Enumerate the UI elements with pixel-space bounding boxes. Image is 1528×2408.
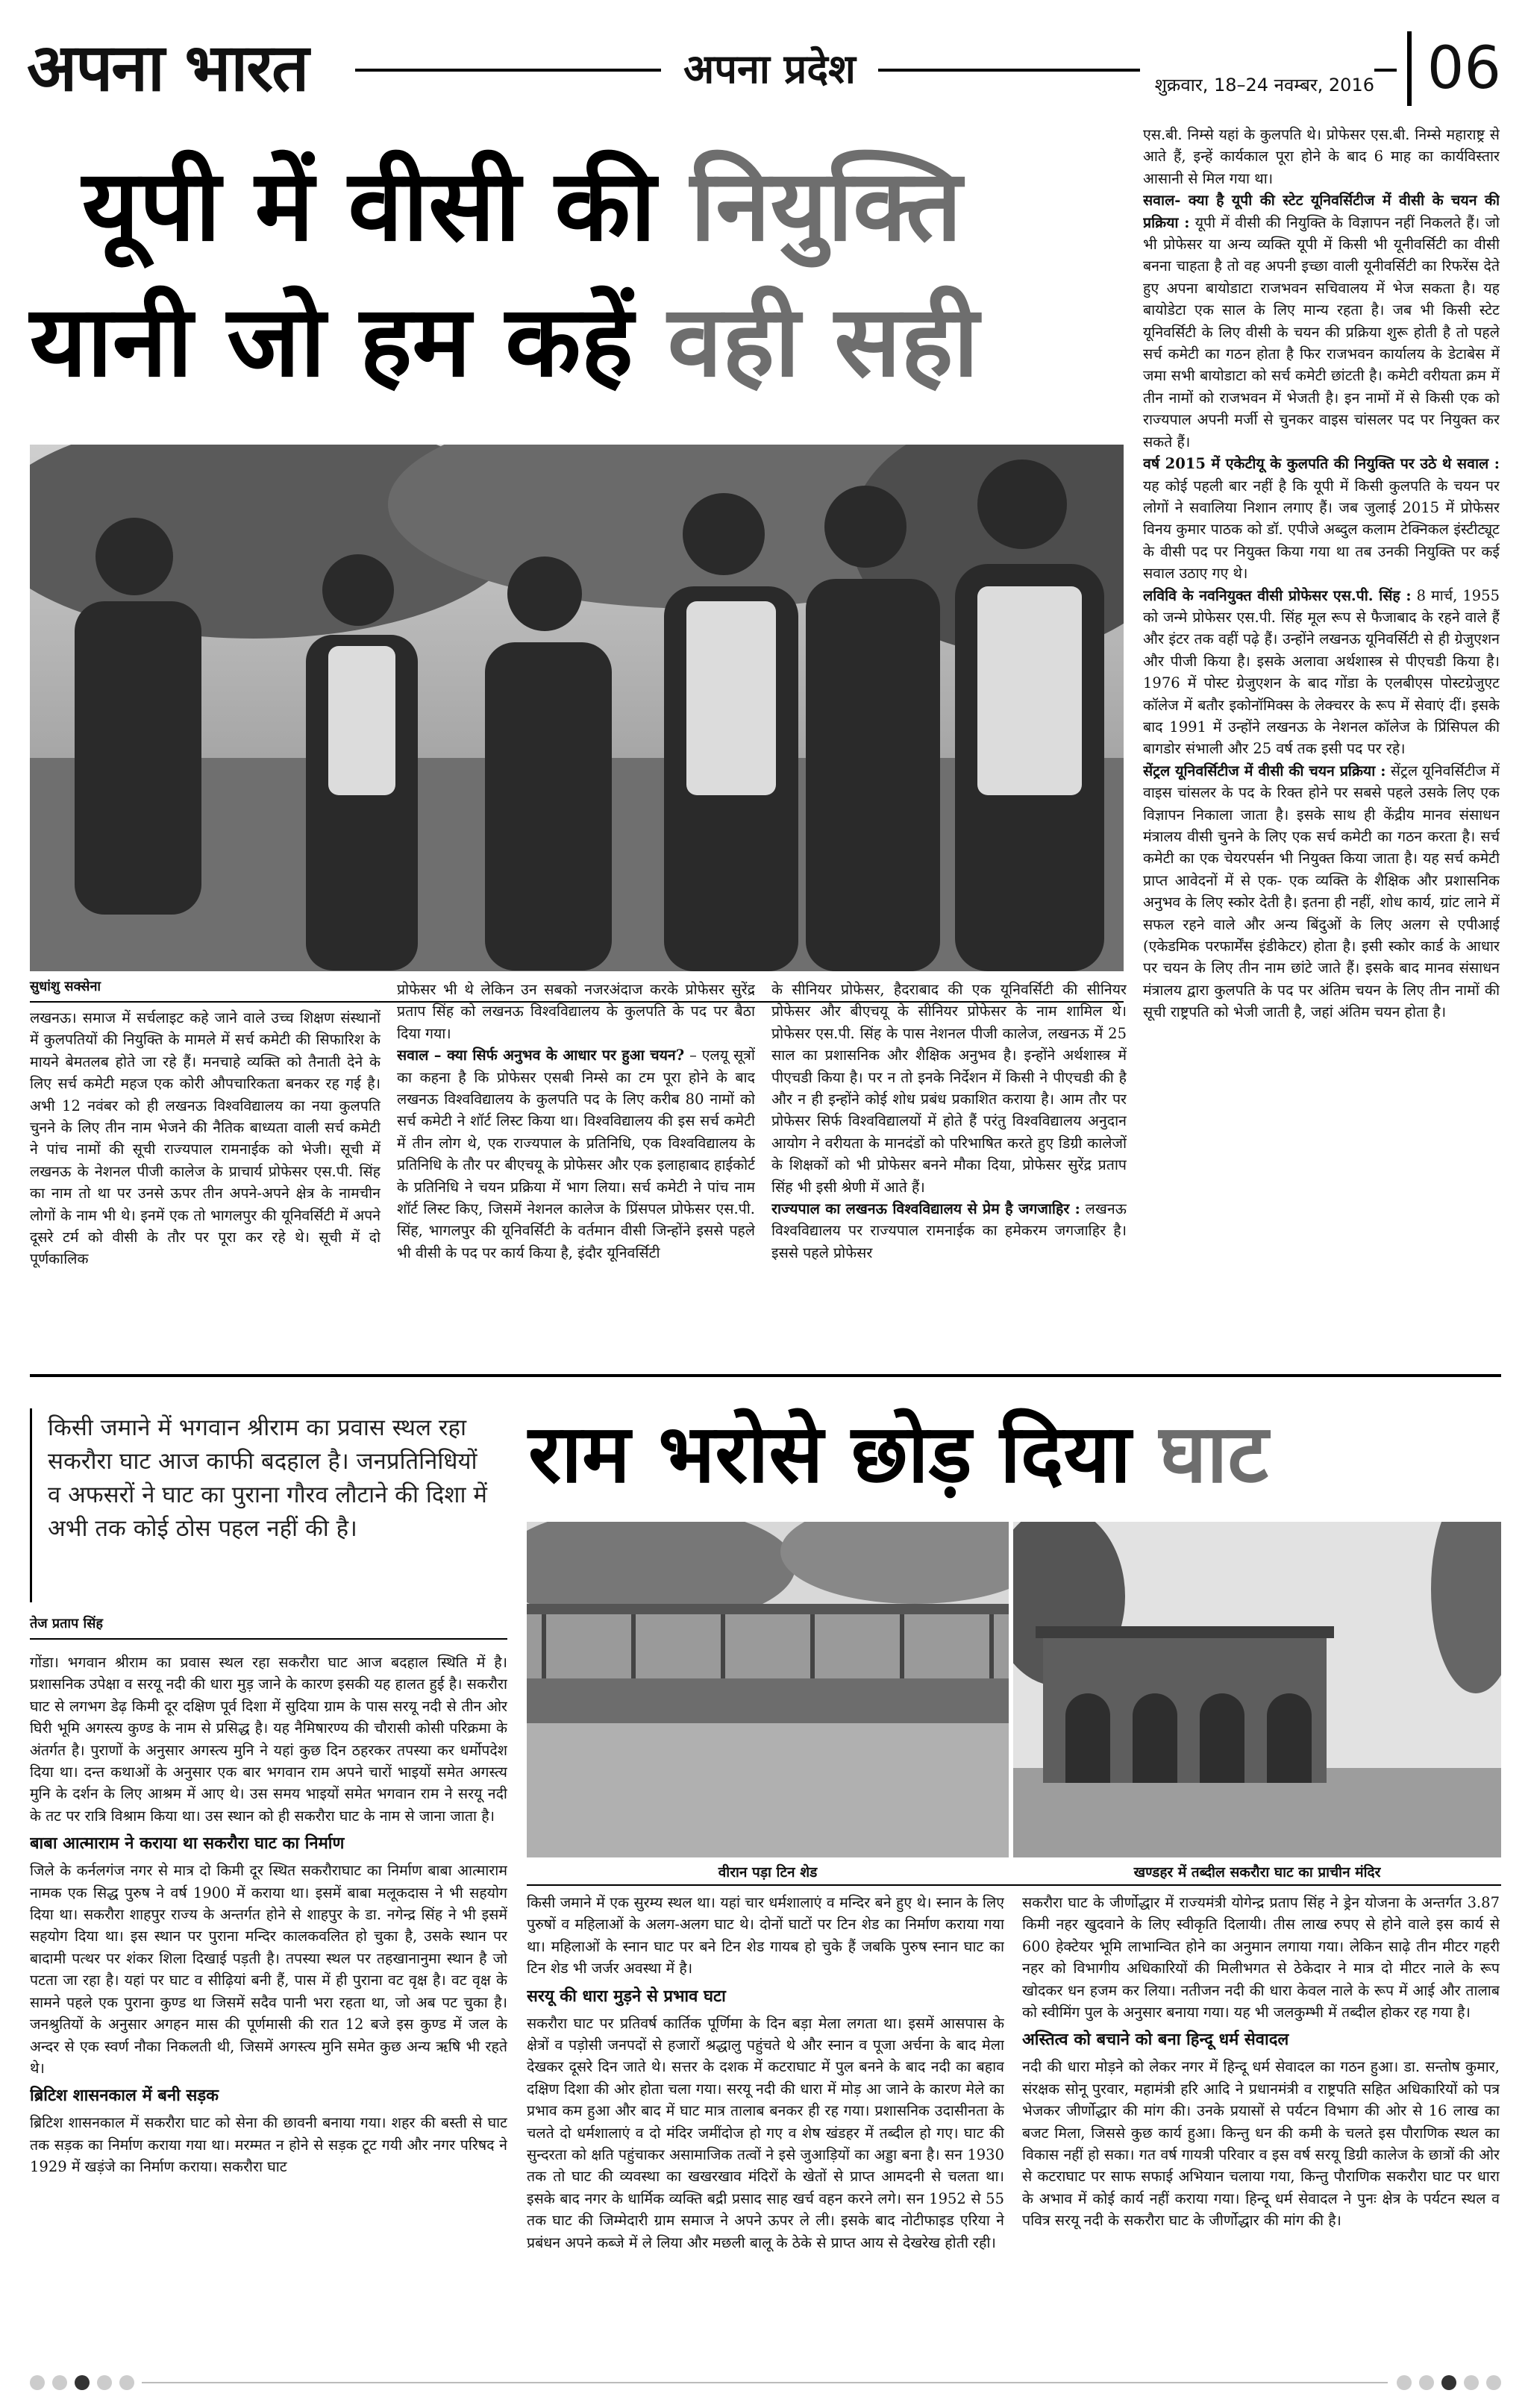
- footer-line: [142, 2382, 1388, 2383]
- dot: [30, 2375, 45, 2390]
- question-subhead: सेंट्रल यूनिवर्सिटीज में वीसी की चयन प्रक्रिया :: [1143, 762, 1386, 780]
- paragraph-text: सेंट्रल यूनिवर्सिटीज में वाइस चांसलर के पद के रिक्त होने पर सबसे पहले उसके लिए एक विज्ञापन निकाला जाता है। इसके साथ ही केंद्रीय मानव संसाधन मंत्रालय वीसी चुनने के लिए एक सर्च कमेटी का गठन करता है। सर्च कमेटी का एक चेयरपर्सन भी नियुक्त किया जाता है। यह सर्च कमेटी प्राप्त आवेदनों में से एक- एक व्यक्ति के शैक्षिक और प्रशासनिक अनुभव के लिए स्कोर देती है। इतना ही नहीं, शोध कार्य, ग्रांट लाने में सफल रहने वाले और अन्य बिंदुओं के लिए अलग से एपीआई (एकेडमिक परफार्मेंस इंडीकेटर) होता है। इसी स्कोर कार्ड के आधार पर चयन के लिए तीन नाम छांटे जाते हैं। इसके बाद मानव संसाधन मंत्रालय द्वारा कुलपति के पद पर अंतिम चयन के लिए तीन नामों की सूची राष्ट्रपति को भेजी जाती है, जहां अंतिम चयन होता है।: [1143, 762, 1500, 1021]
- intro-bar: [30, 1408, 32, 1602]
- paragraph-text: लखनऊ विश्वविद्यालय पर राज्यपाल रामनाईक का हमेकरम जगजाहिर है। इससे पहले प्रोफेसर: [771, 1200, 1127, 1261]
- story1-column-1: [30, 1007, 381, 1343]
- paragraph: [1143, 453, 1500, 584]
- subheading: सरयू की धारा मुड़ने से प्रभाव घटा: [527, 1987, 726, 2006]
- page-number: 06: [1427, 35, 1501, 102]
- group-photo: [30, 445, 1124, 971]
- dot: [1419, 2375, 1434, 2390]
- story2-headline: [528, 1402, 1268, 1507]
- story1-column-3: [771, 979, 1127, 1344]
- dot: [97, 2375, 112, 2390]
- masthead: [27, 27, 1501, 116]
- story2-column-2: [527, 1892, 1004, 2369]
- story2-intro: किसी जमाने में भगवान श्रीराम का प्रवास स्थल रहा सकरौरा घाट आज काफी बदहाल है। जनप्रतिनिधियों व अफसरों ने घाट का पुराना गौरव लौटाने की दिशा में अभी तक कोई ठोस पहल नहीं की है।: [48, 1414, 487, 1542]
- paragraph-text: – एलयू सूत्रों का कहना है कि प्रोफेसर एसबी निम्से का टम पूरा होने के बाद लखनऊ विश्वविद्यालय के कुलपति पद के लिए करीब 80 नामों को सर्च कमेटी ने शॉर्ट लिस्ट किया था। विश्वविद्यालय की इस सर्च कमेटी में तीन लोग थे, एक राज्यपाल के प्रतिनिधि, एक विश्वविद्यालय के प्रतिनिधि के तौर पर बीएचयू के प्रोफेसर और एक इलाहाबाद हाईकोर्ट के प्रतिनिधि ने चयन प्रक्रिया में भाग लिया। सर्च कमेटी ने पांच नाम शॉर्ट लिस्ट किए, जिसमें नेशनल कालेज के प्रिंसपल प्रोफेसर एस.पी. सिंह, भागलपुर की यूनिवर्सिटी के वर्तमान वीसी जिन्होंने इससे पहले भी वीसी के पद पर कार्य किया है, इंदौर यूनिवर्सिटी: [397, 1047, 755, 1261]
- photo-caption-right: खण्डहर में तब्दील सकरौरा घाट का प्राचीन मंदिर: [1133, 1864, 1381, 1881]
- question-subhead: राज्यपाल का लखनऊ विश्वविद्यालय से प्रेम है जगजाहिर :: [771, 1200, 1080, 1218]
- paragraph: [1143, 585, 1500, 760]
- paragraph: [397, 979, 755, 1044]
- story-separator: [30, 1374, 1501, 1377]
- story2-column-1: [30, 1652, 507, 2368]
- dot: [1441, 2375, 1456, 2390]
- paragraph-text: यह कोई पहली बार नहीं है कि यूपी में किसी कुलपति के चयन पर लोगों ने सवालिया निशान लगाए हैं। जब जुलाई 2015 में प्रोफेसर विनय कुमार पाठक को डॉ. एपीजे अब्दुल कलाम टेक्निकल इंस्टीट्यूट के वीसी पद पर नियुक्त किया गया था तब उनकी नियुक्ति पर कई सवाल उठाए गए थे।: [1143, 477, 1500, 583]
- headline-grey-part: वही सही: [667, 284, 979, 399]
- paragraph: [1143, 760, 1500, 1023]
- issue-date: शुक्रवार, 18–24 नवम्बर, 2016: [1140, 69, 1374, 101]
- paragraph: [771, 1198, 1127, 1264]
- paragraph: [1143, 189, 1500, 453]
- paragraph: एस.बी. निम्से यहां के कुलपति थे। प्रोफेसर एस.बी. निम्से महाराष्ट्र से आते हैं, इन्हें कार्यकाल पूरा होने के बाद 6 माह का कार्यविस्तार आसानी से मिल गया था।: [1143, 126, 1500, 187]
- paragraph: नदी की धारा मोड़ने को लेकर नगर में हिन्दू धर्म सेवादल का गठन हुआ। डा. सन्तोष कुमार, संरक्षक सोनू पुरवार, महामंत्री हरि आदि ने प्रधानमंत्री व राष्ट्रपति सहित अधिकारियों को पत्र भेजकर जीर्णोद्धार की मांग की। उनके प्रयासों से पर्यटन विभाग की ओर से 16 लाख का बजट मिला, जिससे कुछ कार्य हुआ। किन्तु धन की कमी के चलते इस पौराणिक स्थल का विकास नहीं हो सका। गत वर्ष गायत्री परिवार व इस वर्ष सरयू डिग्री कालेज के छात्रों की ओर से कटराघाट पर साफ सफाई अभियान चलाया गया, किन्तु पौराणिक सकरौरा घाट पर धारा के अभाव में कोई कार्य नहीं कराया गया। हिन्दू धर्म सेवादल ने पुनः क्षेत्र के पर्यटन स्थल व पवित्र सरयू नदी के सकरौरा घाट के जीर्णोद्धार की मांग की है।: [1022, 2058, 1500, 2230]
- paragraph: ब्रिटिश शासनकाल में सकरौरा घाट को सेना की छावनी बनाया गया। शहर की बस्ती से घाट तक सड़क का निर्माण कराया गया था। मरम्मत न होने से सड़क टूट गयी और नगर परिषद ने 1929 में खड़ंजे का निर्माण कराया। सकरौरा घाट: [30, 2114, 507, 2176]
- paragraph-text: यूपी में वीसी की नियुक्ति के विज्ञापन नहीं निकलते हैं। जो भी प्रोफेसर या अन्य व्यक्ति यूपी में किसी भी यूनीवर्सिटी का वीसी बनना चाहता है तो वह अपनी इच्छा वाली यूनीवर्सिटी का रिफरेंस देते हुए अपना बायोडाटा राजभवन सचिवालय में भेज सकता है। यह बायोडेटा एक साल के लिए मान्य रहता है। जब भी किसी स्टेट यूनिवर्सिटी के लिए वीसी के चयन की प्रक्रिया शुरू होती है तो पहले सर्च कमेटी का गठन होता है फिर राजभवन कार्यालय के डेटाबेस में जमा सभी बायोडाटा को सर्च कमेटी छांटती है। कमेटी वरीयता क्रम में तीन नामों को राजभवन में भेजती है। इन नामों में से किसी एक को राज्यपाल अपनी मर्जी से चुनकर वाइस चांसलर पद पर नियुक्त कर सकते हैं।: [1143, 213, 1500, 451]
- divider: [30, 1638, 507, 1640]
- dot: [1397, 2375, 1412, 2390]
- story2-column-3: [1022, 1892, 1500, 2369]
- divider: [527, 1884, 1501, 1886]
- subheading: बाबा आत्माराम ने कराया था सकरौरा घाट का निर्माण: [30, 1834, 345, 1854]
- dot: [119, 2375, 134, 2390]
- story1-headline-line2: [30, 282, 979, 401]
- headline-black-part: यूपी में वीसी की: [82, 148, 691, 263]
- footer-dots-right: [1397, 2375, 1501, 2390]
- question-subhead: लविवि के नवनियुक्त वीसी प्रोफेसर एस.पी. सिंह :: [1143, 586, 1412, 604]
- paragraph: गोंडा। भगवान श्रीराम का प्रवास स्थल रहा सकरौरा घाट आज बदहाल स्थिति में है। प्रशासनिक उपेक्षा व सरयू नदी की धारा मुड़ जाने के कारण इसकी यह हालत हुई है। सकरौरा घाट से लगभग डेढ़ किमी दूर दक्षिण पूर्व दिशा में सुदिया ग्राम के पास सरयू नदी से तीन ओर घिरी भूमि अगस्त्य कुण्ड के नाम से प्रसिद्ध है। यह नैमिषारण्य की चौरासी कोसी परिक्रमा के अंतर्गत है। पुराणों के अनुसार अगस्त्य मुनि ने यहां कुछ दिन ठहरकर तपस्या कर धर्मोपदेश दिया था। दन्त कथाओं के अनुसार एक बार भगवान राम अपने चारों भाइयों समेत अगस्त्य मुनि के दर्शन के लिए आश्रम में आए थे। उस समय भाइयों समेत भगवान राम ने सरयू नदी के तट पर रात्रि विश्राम किया था। उस स्थान को ही सकरौरा घाट के नाम से जाना जाता है।: [30, 1654, 507, 1825]
- paragraph: [397, 1044, 755, 1264]
- dot: [1486, 2375, 1501, 2390]
- photo-caption-left: वीरान पड़ा टिन शेड: [718, 1864, 818, 1881]
- story1-column-4: [1143, 124, 1500, 1347]
- dot: [75, 2375, 90, 2390]
- page-number-divider: [1407, 31, 1412, 106]
- headline-black-part: राम भरोसे छोड़ दिया: [528, 1408, 1159, 1501]
- question-subhead: वर्ष 2015 में एकेटीयू के कुलपति की नियुक्ति पर उठे थे सवाल :: [1143, 455, 1500, 473]
- paragraph: लखनऊ। समाज में सर्चलाइट कहे जाने वाले उच्च शिक्षण संस्थानों में कुलपतियों की नियुक्ति के मामले में सर्च कमेटी की सिफारिश के मायने बेमतलब होते जा रहे हैं। मनचाहे व्यक्ति को तैनाती देने के लिए सर्च कमेटी महज एक कोरी औपचारिकता बनकर रह गई है। अभी 12 नवंबर को ही लखनऊ विश्वविद्यालय का नया कुलपति चुनने के लिए तीन नाम भेजने की नैतिक बाध्यता वाली सर्च कमेटी ने पांच नामों की सूची राज्यपाल रामनाईक को भेजी। सूची में लखनऊ के नेशनल पीजी कालेज के प्राचार्य प्रोफेसर एस.पी. सिंह का नाम तो था पर उनसे ऊपर तीन अपने-अपने क्षेत्र के नामचीन लोगों के नाम भी थे। इनमें एक तो भागलपुर की यूनिवर्सिटी में अपने दूसरे टर्म को वीसी के तौर पर पूरा कर रहे थे। सूची में दो पूर्णकालिक: [30, 1009, 381, 1268]
- question-subhead: सवाल – क्या सिर्फ अनुभव के आधार पर हुआ चयन?: [397, 1047, 685, 1065]
- headline-black-part: यानी जो हम कहें: [30, 284, 668, 399]
- headline-grey-part: नियुक्ति: [690, 148, 962, 263]
- newspaper-logo: अपना भारत: [27, 29, 308, 106]
- story1-column-2: [397, 979, 755, 1344]
- dot: [1464, 2375, 1479, 2390]
- ruined-temple-photo: [1013, 1522, 1501, 1857]
- footer-dots-left: [30, 2375, 134, 2390]
- subheading: ब्रिटिश शासनकाल में बनी सड़क: [30, 2086, 219, 2106]
- paragraph: जिले के कर्नलगंज नगर से मात्र दो किमी दूर स्थित सकरौराघाट का निर्माण बाबा आत्माराम नामक एक सिद्ध पुरुष ने वर्ष 1900 में कराया था। इसमें बाबा मलूकदास ने भी सहयोग दिया था। सकरौरा शाहपुर राज्य के अन्तर्गत होने से शाहपुर के डा. नगेन्द्र सिंह ने भी इसमें सहयोग दिया था। इस स्थान पर पुराना मन्दिर कालकवलित हो चुका है, उसके स्थान पर बादामी पत्थर पर शंकर शिला दिखाई पड़ती है। तपस्या स्थल पर तहखानानुमा स्थान है जो पटता जा रहा है। यहां पर घाट व सीढ़ियां बनी हैं, पास में ही पुराना वट वृक्ष है। वट वृक्ष के सामने पहले एक पुराना कुण्ड था जिसमें सदैव पानी भरा रहता था, जो अब पट चुका है। जनश्रुतियों के अनुसार अगहन मास की पूर्णमासी की रात 12 बजे इस कुण्ड में जल के अन्दर से एक स्वर्ण नौका निकलती थी, जिसमें अगस्त्य मुनि समेत कुछ अन्य ऋषि भी रहते थे।: [30, 1862, 507, 2077]
- subheading: अस्तित्व को बचाने को बना हिन्दू धर्म सेवादल: [1022, 2031, 1289, 2050]
- paragraph-text: प्रोफेसर भी थे लेकिन उन सबको नजरअंदाज करके प्रोफेसर सुरेंद्र प्रताप सिंह को लखनऊ विश्वविद्यालय के कुलपति के पद पर बैठा दिया गया।: [397, 981, 755, 1042]
- section-name: अपना प्रदेश: [661, 36, 878, 103]
- paragraph: सकरौरा घाट पर प्रतिवर्ष कार्तिक पूर्णिमा के दिन बड़ा मेला लगता था। इसमें आसपास के क्षेत्रों व पड़ोसी जनपदों से हजारों श्रद्धालु पहुंचते थे और स्नान व पूजा अर्चना के बाद मेला देखकर दूसरे दिन जाते थे। सत्तर के दशक में कटराघाट में पुल बनने के बाद नदी का बहाव दक्षिण दिशा की ओर होता चला गया। सरयू नदी की धारा में मोड़ आ जाने के कारण मेले का प्रभाव कम हुआ और बाद में घाट मात्र तालाब बनकर ही रह गया। प्रशासनिक उदासीनता के चलते दो धर्मशालाएं व दो मंदिर जमींदोज हो गए व शेष खंडहर में तब्दील हो गए। घाट की सुन्दरता को क्षति पहुंचाकर असामाजिक तत्वों ने इसे जुआड़ियों का अड्डा बना है। सन 1930 तक तो घाट की व्यवस्था का खखरखाव मंदिरों के खेतों से प्राप्त आमदनी से चलता था। इसके बाद नगर के धार्मिक व्यक्ति बद्री प्रसाद साह खर्च वहन करने लगे। सन 1952 से 55 तक घाट की जिम्मेदारी ग्राम समाज ने अपने ऊपर ले ली। इसके बाद नोटीफाइड एरिया ने प्रबंधन अपने कब्जे में ले लिया और मछली बालू के ठेके से प्राप्त आय से देखरेख होती रही।: [527, 2014, 1004, 2251]
- story2-byline: तेज प्रताप सिंह: [30, 1616, 103, 1631]
- question-subhead: सवाल- क्या है यूपी की स्टेट यूनिवर्सिटीज में वीसी के चयन की प्रक्रिया :: [1143, 192, 1500, 231]
- paragraph: के सीनियर प्रोफेसर, हैदराबाद की एक यूनिवर्सिटी की सीनियर प्रोफेसर और बीएचयू के सीनियर प्रोफेसर के नाम शामिल थे। प्रोफेसर एस.पी. सिंह के पास नेशनल पीजी कालेज, लखनऊ में 25 साल का प्रशासनिक और शैक्षिक अनुभव है। इन्होंने अर्थशास्त्र में पीएचडी किया है। पर न तो इनके निर्देशन में किसी ने पीएचडी की है और न ही इन्होंने कोई शोध प्रबंध प्रकाशित कराया है। आम तौर पर प्रोफेसर सिर्फ विश्वविद्यालयों में होते हैं परंतु विश्वविद्यालय अनुदान आयोग ने वरीयता के मानदंडों को परिभाषित करते हुए डिग्री कालेजों के शिक्षकों को भी प्रोफेसर बनने मौका दिया, प्रोफेसर सुरेंद्र प्रताप सिंह भी इसी श्रेणी में आते हैं।: [771, 981, 1127, 1196]
- paragraph: सकरौरा घाट के जीर्णोद्धार में राज्यमंत्री योगेन्द्र प्रताप सिंह ने ड्रेन योजना के अन्तर्गत 3.87 किमी नहर खुदवाने के लिए स्वीकृति दिलायी। तीस लाख रुपए से होने वाले इस कार्य से 600 हेक्टेयर भूमि लाभान्वित होने का अनुमान लगाया गया। लेकिन साढ़े तीन मीटर गहरी नहर को विभागीय अधिकारियों की मिलीभगत से ठेकेदार ने मात्र दो मीटर नाले के रूप खोदकर धन हजम कर लिया। नतीजन नदी की धारा केवल नाले के रूप में आई और तालाब को स्वीमिंग पुल के अनुसार बनाया गया। यह भी जलकुम्भी में तब्दील होकर रह गया है।: [1022, 1894, 1500, 2022]
- paragraph-text: 8 मार्च, 1955 को जन्मे प्रोफेसर एस.पी. सिंह मूल रूप से फैजाबाद के रहने वाले हैं और इंटर तक वहीं पढ़े हैं। उन्होंने लखनऊ यूनिवर्सिटी से ही ग्रेजुएशन और पीजी किया है। इसके अलावा अर्थशास्त्र से पीएचडी किया है। 1976 में पोस्ट ग्रेजुएशन के बाद गोंडा के एलबीएस पोस्टग्रेजुएट कॉलेज में बतौर इकोनॉमिक्स के लेक्चरर के रूप में सेवाएं दीं। इसके बाद 1991 में उन्होंने लखनऊ के नेशनल कॉलेज के प्रिंसिपल की बागडोर संभाली और 25 वर्ष तक इसी पद पर रहे।: [1143, 586, 1500, 758]
- story1-headline-line1: [82, 146, 962, 266]
- headline-grey-part: घाट: [1159, 1408, 1268, 1501]
- dot: [52, 2375, 67, 2390]
- tin-shed-photo: [527, 1522, 1009, 1857]
- story1-byline: सुधांशु सक्सेना: [30, 979, 101, 994]
- paragraph: किसी जमाने में एक सुरम्य स्थल था। यहां चार धर्मशालाएं व मन्दिर बने हुए थे। स्नान के लिए पुरुषों व महिलाओं के अलग-अलग घाट थे। दोनों घाटों पर टिन शेड का निर्माण कराया गया था। महिलाओं के स्नान घाट पर बने टिन शेड गायब हो चुके हैं जबकि पुरुष स्नान घाट का टिन शेड भी जर्जर अवस्था में है।: [527, 1894, 1004, 1978]
